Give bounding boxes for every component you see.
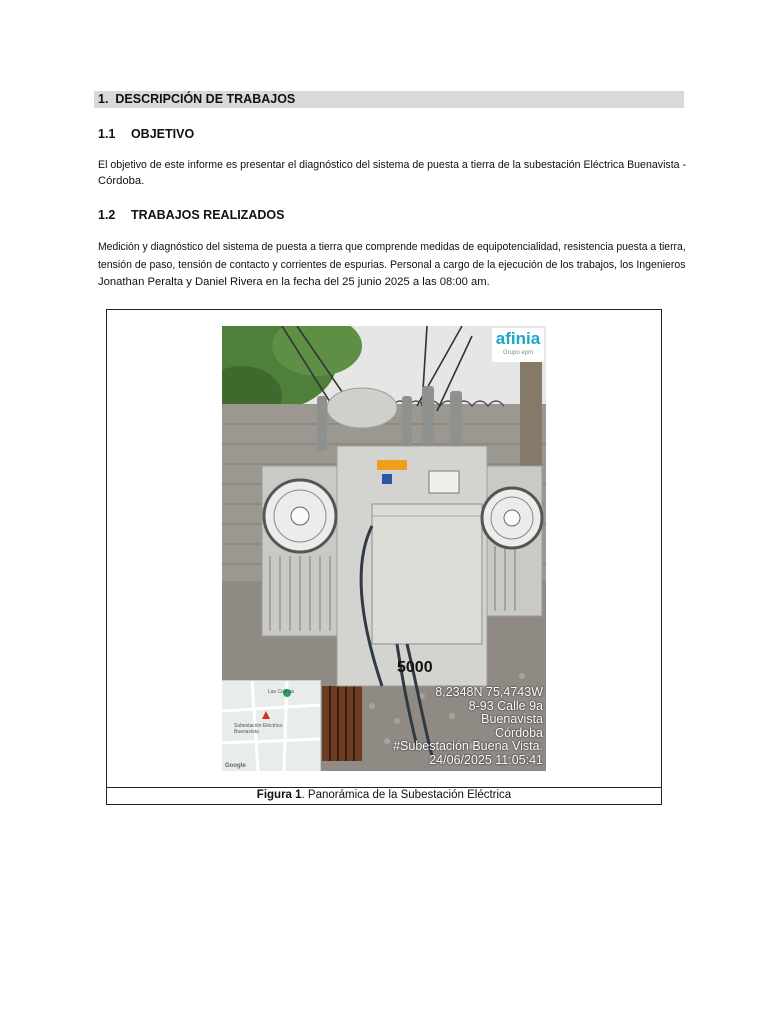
- geotag-line: Córdoba: [495, 725, 543, 740]
- brand-name: afinia: [495, 329, 541, 348]
- geotag-line: Buenavista: [481, 712, 543, 726]
- section-number: 1.: [98, 92, 109, 106]
- paragraph-objetivo: [98, 158, 688, 189]
- subsection-number: 1.1: [98, 127, 116, 141]
- paragraph-line: tensión de paso, tensión de contacto y corrientes de espurias. Personal a cargo de la ejecución de los trabajos, los Ingenieros: [98, 258, 686, 271]
- figure-caption-label: Figura 1: [256, 789, 302, 801]
- paragraph-line: Jonathan Peralta y Daniel Rivera en la fecha del 25 junio 2025 a las 08:00 am.: [98, 276, 490, 288]
- subsection-heading-trabajos: [98, 208, 284, 222]
- transformer-number: 5000: [397, 659, 433, 676]
- section-heading: [94, 91, 684, 108]
- afinia-logo: [492, 328, 544, 362]
- subsection-number: 1.2: [98, 208, 116, 222]
- paragraph-line: Medición y diagnóstico del sistema de puesta a tierra que comprende medidas de equipotencialidad, resistencia puesta a tierra,: [98, 241, 686, 253]
- geotag-overlay: [393, 686, 543, 767]
- paragraph-trabajos: [98, 239, 688, 292]
- figure-caption: [107, 787, 661, 804]
- section-title: DESCRIPCIÓN DE TRABAJOS: [115, 92, 296, 106]
- geotag-line: 24/06/2025 11:05:41: [429, 752, 543, 767]
- paragraph-line: El objetivo de este informe es presentar el diagnóstico del sistema de puesta a tierra de la subestación Eléctrica Buenavista -: [98, 159, 687, 171]
- figure-caption-text: . Panorámica de la Subestación Eléctrica: [301, 789, 512, 801]
- subsection-title: TRABAJOS REALIZADOS: [130, 208, 285, 222]
- paragraph-line: Córdoba.: [98, 174, 145, 187]
- brand-subtitle: Grupo epm: [502, 350, 533, 356]
- geotag-line: #Subestación Buena Vista.: [393, 739, 543, 753]
- geotag-line: 8-93 Calle 9a: [468, 698, 543, 713]
- map-label: Subestación Eléctrica Buenavista: [234, 723, 283, 735]
- map-label: Las Colinas: [268, 689, 295, 695]
- location-map: [222, 680, 321, 771]
- subsection-heading-objetivo: [98, 127, 194, 141]
- substation-photo: [222, 326, 546, 771]
- geotag-line: 8,2348N 75,4743W: [435, 685, 543, 699]
- map-provider: Google: [225, 763, 246, 769]
- subsection-title: OBJETIVO: [130, 127, 195, 141]
